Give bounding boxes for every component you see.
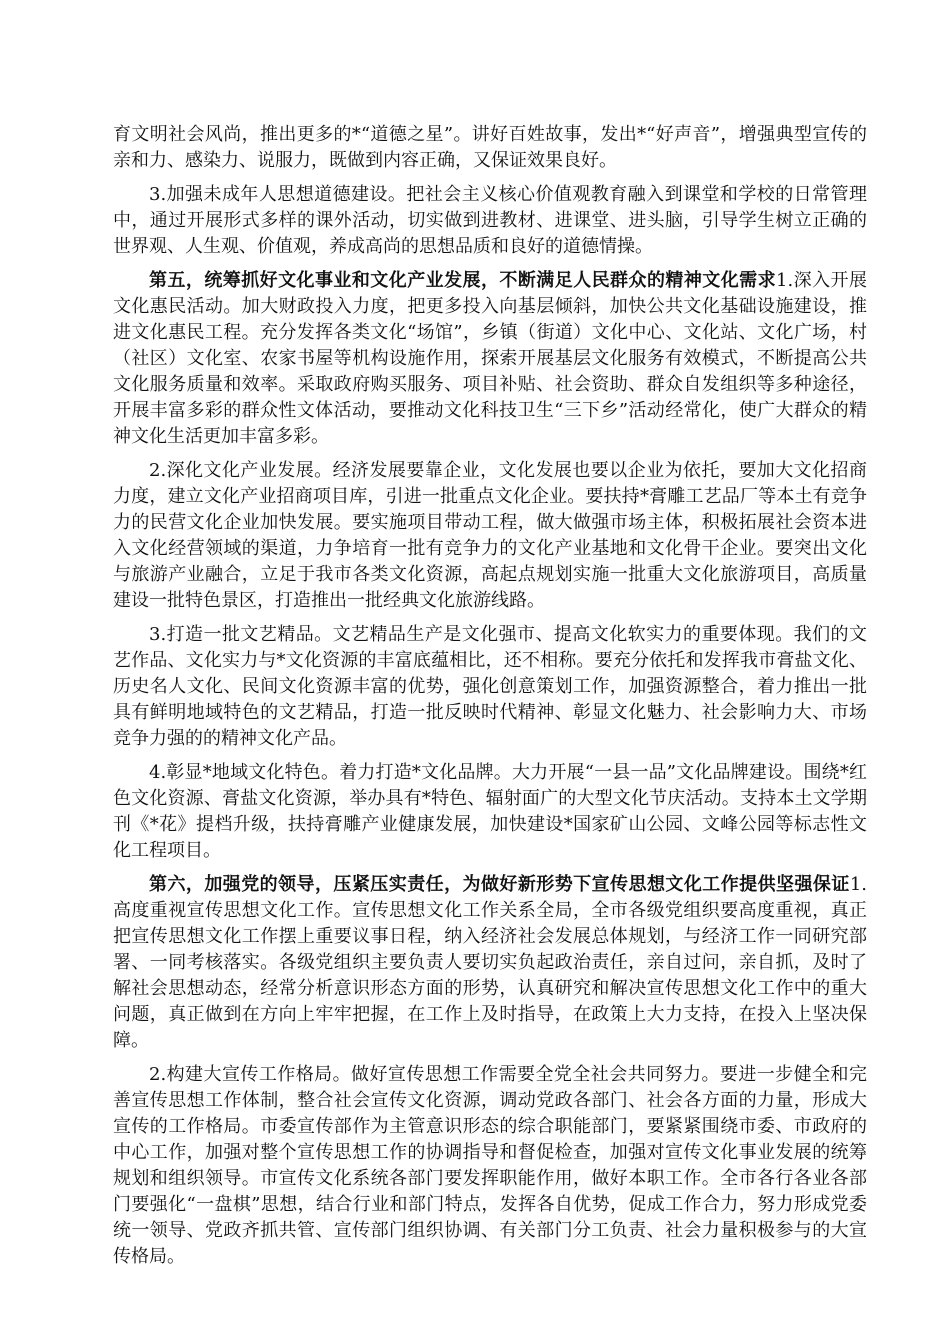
section-heading: 第六，加强党的领导，压紧压实责任，为做好新形势下宣传思想文化工作提供坚强保证 — [149, 874, 850, 895]
paragraph-5 — [113, 622, 867, 752]
paragraph-1 — [113, 122, 867, 174]
paragraph-text: 4.彰显*地域文化特色。着力打造*文化品牌。大力开展“一县一品”文化品牌建设。围绕*红色文化资源、膏盐文化资源，举办具有*特色、辐射面广的大型文化节庆活动。支持本土文学期刊《*花》提档升级，扶持膏雕产业健康发展，加快建设*国家矿山公园、文峰公园等标志性文化工程项目。 — [113, 762, 867, 861]
paragraph-text: 3.打造一批文艺精品。文艺精品生产是文化强市、提高文化软实力的重要体现。我们的文艺作品、文化实力与*文化资源的丰富底蕴相比，还不相称。要充分依托和发挥我市膏盐文化、历史名人文化、民间文化资源丰富的优势，强化创意策划工作，加强资源整合，着力推出一批具有鲜明地域特色的文艺精品，打造一批反映时代精神、彰显文化魅力、社会影响力大、市场竞争力强的的精神文化产品。 — [113, 624, 867, 749]
paragraph-3 — [113, 268, 867, 450]
paragraph-7 — [113, 872, 867, 1054]
document-body — [113, 122, 867, 1278]
paragraph-text: 2.构建大宣传工作格局。做好宣传思想工作需要全党全社会共同努力。要进一步健全和完善宣传思想工作体制，整合社会宣传文化资源，调动党政各部门、社会各方面的力量，形成大宣传的工作格局。市委宣传部作为主管意识形态的综合职能部门，要紧紧围绕市委、市政府的中心工作，加强对整个宣传思想工作的协调指导和督促检查，加强对宣传文化事业发展的统筹规划和组织领导。市宣传文化系统各部门要发挥职能作用，做好本职工作。全市各行各业各部门要强化“一盘棋”思想，结合行业和部门特点，发挥各自优势，促成工作合力，努力形成党委统一领导、党政齐抓共管、宣传部门组织协调、有关部门分工负责、社会力量积极参与的大宣传格局。 — [113, 1064, 867, 1267]
section-heading: 第五，统筹抓好文化事业和文化产业发展，不断满足人民群众的精神文化需求 — [149, 270, 777, 291]
paragraph-text: 2.深化文化产业发展。经济发展要靠企业，文化发展也要以企业为依托，要加大文化招商力度，建立文化产业招商项目库，引进一批重点文化企业。要扶持*膏雕工艺品厂等本土有竞争力的民营文化企业加快发展。要实施项目带动工程，做大做强市场主体，积极拓展社会资本进入文化经营领域的渠道，力争培育一批有竞争力的文化产业基地和文化骨干企业。要突出文化与旅游产业融合，立足于我市各类文化资源，高起点规划实施一批重大文化旅游项目，高质量建设一批特色景区，打造推出一批经典文化旅游线路。 — [113, 460, 867, 611]
paragraph-6 — [113, 760, 867, 864]
paragraph-text: 育文明社会风尚，推出更多的*“道德之星”。讲好百姓故事，发出*“好声音”，增强典型宣传的亲和力、感染力、说服力，既做到内容正确，又保证效果良好。 — [113, 124, 867, 171]
paragraph-2 — [113, 182, 867, 260]
paragraph-text: 3.加强未成年人思想道德建设。把社会主义核心价值观教育融入到课堂和学校的日常管理中，通过开展形式多样的课外活动，切实做到进教材、进课堂、进头脑，引导学生树立正确的世界观、人生观、价值观，养成高尚的思想品质和良好的道德情操。 — [113, 184, 867, 257]
paragraph-4 — [113, 458, 867, 614]
paragraph-8 — [113, 1062, 867, 1270]
paragraph-text: 1.高度重视宣传思想文化工作。宣传思想文化工作关系全局，全市各级党组织要高度重视，真正把宣传思想文化工作摆上重要议事日程，纳入经济社会发展总体规划，与经济工作一同研究部署、一同考核落实。各级党组织主要负责人要切实负起政治责任，亲自过问，亲自抓，及时了解社会思想动态，经常分析意识形态方面的形势，认真研究和解决宣传思想文化工作中的重大问题，真正做到在方向上牢牢把握，在工作上及时指导，在政策上大力支持，在投入上坚决保障。 — [113, 874, 867, 1051]
paragraph-text: 1.深入开展文化惠民活动。加大财政投入力度，把更多投入向基层倾斜，加快公共文化基础设施建设，推进文化惠民工程。充分发挥各类文化“场馆”，乡镇（街道）文化中心、文化站、文化广场，村（社区）文化室、农家书屋等机构设施作用，探索开展基层文化服务有效模式，不断提高公共文化服务质量和效率。采取政府购买服务、项目补贴、社会资助、群众自发组织等多种途径，开展丰富多彩的群众性文体活动，要推动文化科技卫生“三下乡”活动经常化，使广大群众的精神文化生活更加丰富多彩。 — [113, 270, 867, 447]
